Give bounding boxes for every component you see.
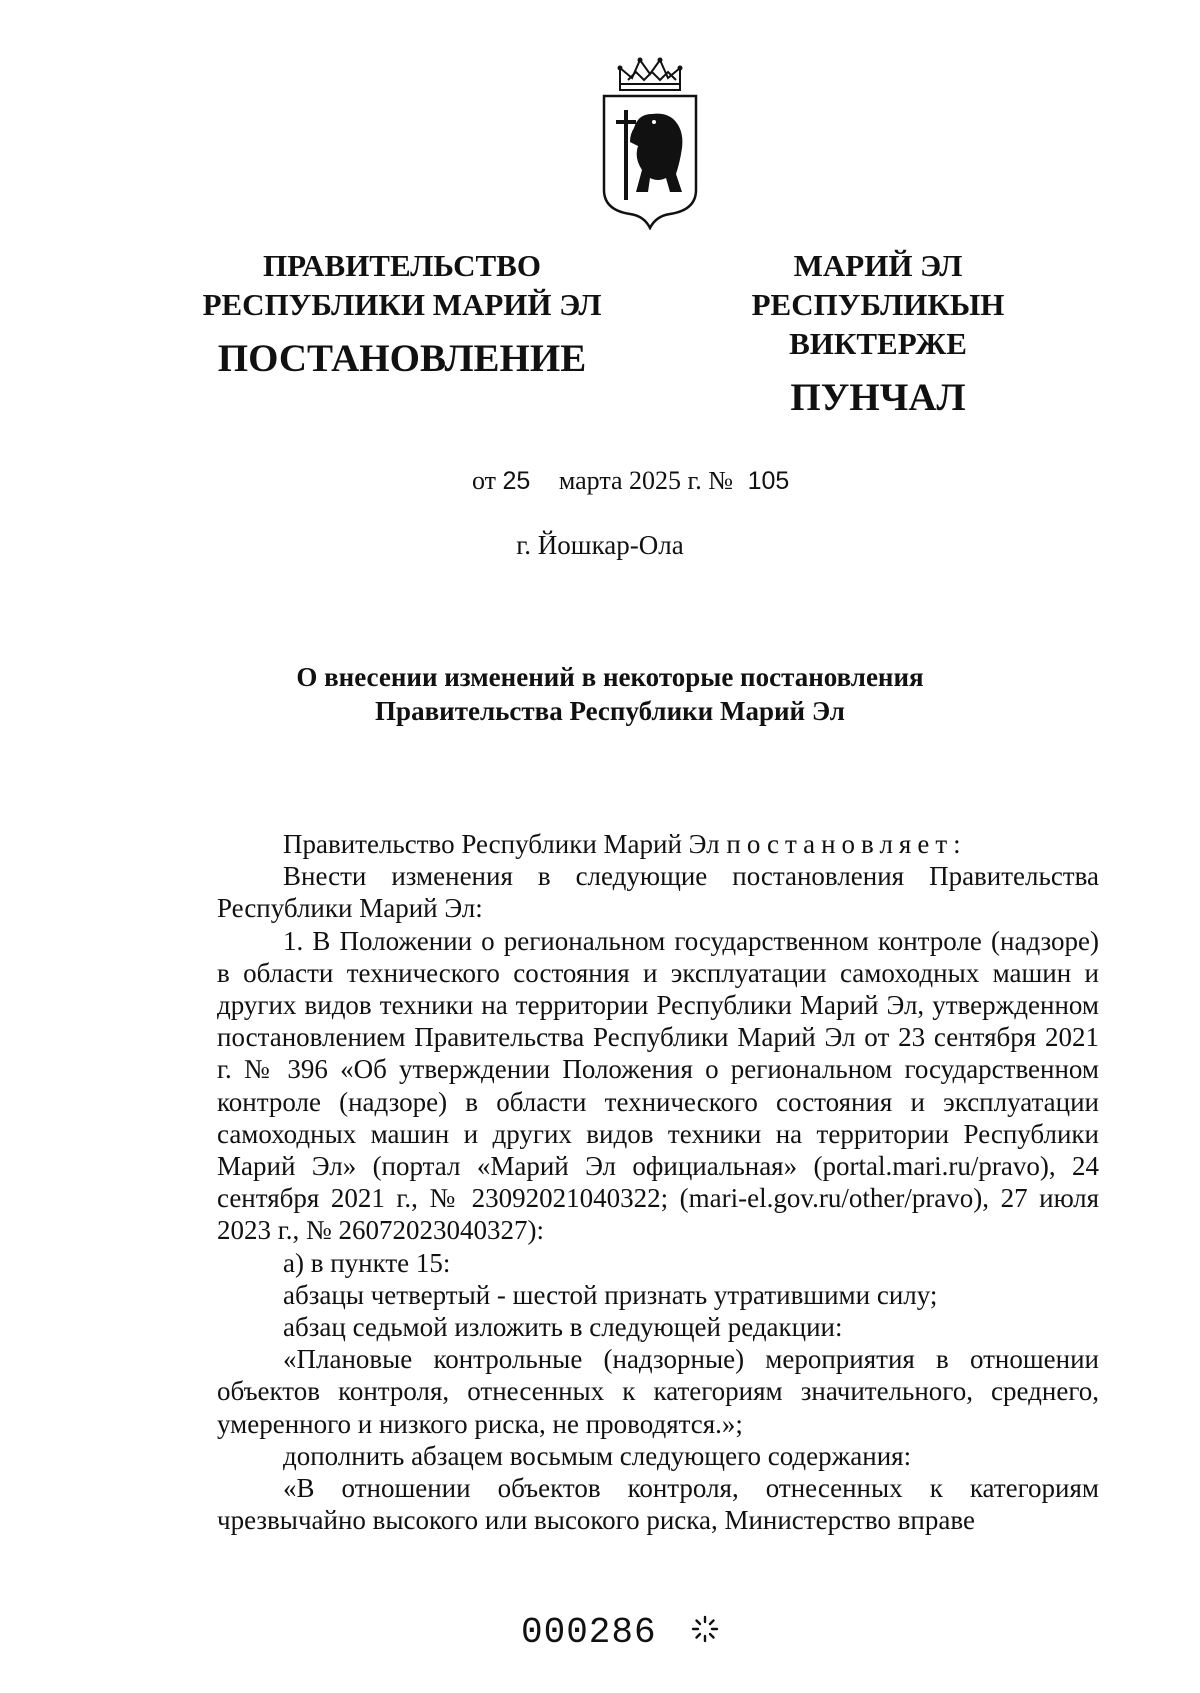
doc-number: 105 xyxy=(747,467,790,495)
preamble-lead: Правительство Республики Марий Эл xyxy=(283,829,727,859)
title-line1: О внесении изменений в некоторые постановления xyxy=(296,662,924,692)
star-mark-icon xyxy=(690,1614,720,1644)
org-name-line2: РЕСПУБЛИКИ МАРИЙ ЭЛ xyxy=(202,287,602,322)
paragraph-quote: «В отношении объектов контроля, отнесенных к категориям чрезвычайно высокого или высокого риска, Министерство вправе xyxy=(217,1473,1099,1536)
paragraph: дополнить абзацем восьмым следующего содержания: xyxy=(283,1440,912,1471)
paragraph: абзацы четвертый - шестой признать утратившими силу; xyxy=(283,1279,938,1310)
date-day: 25 xyxy=(502,467,531,495)
org-name-line2-mari: ВИКТЕРЖЕ xyxy=(789,326,967,361)
paragraph-preamble xyxy=(217,828,1099,860)
serial-number: 000286 xyxy=(521,1612,657,1653)
document-title xyxy=(220,660,1000,728)
preamble-decides: постановляет: xyxy=(726,829,967,859)
org-name-line1-mari: МАРИЙ ЭЛ РЕСПУБЛИКЫН xyxy=(751,248,1005,322)
paragraph-subitem-a: а) в пункте 15: xyxy=(283,1247,451,1278)
header-left xyxy=(192,246,612,382)
document-body xyxy=(217,828,1099,1536)
paragraph-item-1: 1. В Положении о региональном государственном контроле (надзоре) в области технического состояния и эксплуатации самоходных машин и других видов техники на территории Республики Марий Эл, утвержденном постановлением Правительства Республики Марий Эл от 23 сентября 2021 г. № 396 «Об утверждении Положения о региональном государственном контроле (надзоре) в области технического состояния и эксплуатации самоходных машин и других видов техники на территории Республики Марий Эл» (портал «Марий Эл официальная» (portal.mari.ru/pravo), 24 сентября 2021 г., № 23092021040322; (mari-el.gov.ru/other/pravo), 27 июля 2023 г., № 26072023040327): xyxy=(217,925,1099,1246)
date-month-year: марта 2025 г. № xyxy=(558,466,734,495)
city: г. Йошкар-Ола xyxy=(516,530,684,560)
title-line2: Правительства Республики Марий Эл xyxy=(375,696,845,726)
org-name-line1: ПРАВИТЕЛЬСТВО xyxy=(263,248,541,283)
paragraph: абзац седьмой изложить в следующей редакции: xyxy=(283,1312,843,1343)
header-right xyxy=(668,246,1088,421)
doc-type: ПОСТАНОВЛЕНИЕ xyxy=(217,337,587,380)
doc-type-mari: ПУНЧАЛ xyxy=(790,376,966,419)
paragraph: Внести изменения в следующие постановления Правительства Республики Марий Эл: xyxy=(217,861,1099,924)
date-prefix: от xyxy=(472,466,497,495)
date-number-line xyxy=(472,466,789,496)
coat-of-arms-icon xyxy=(598,50,702,230)
paragraph-quote: «Плановые контрольные (надзорные) мероприятия в отношении объектов контроля, отнесенных к категориям значительного, среднего, умеренного и низкого риска, не проводятся.»; xyxy=(217,1344,1099,1439)
